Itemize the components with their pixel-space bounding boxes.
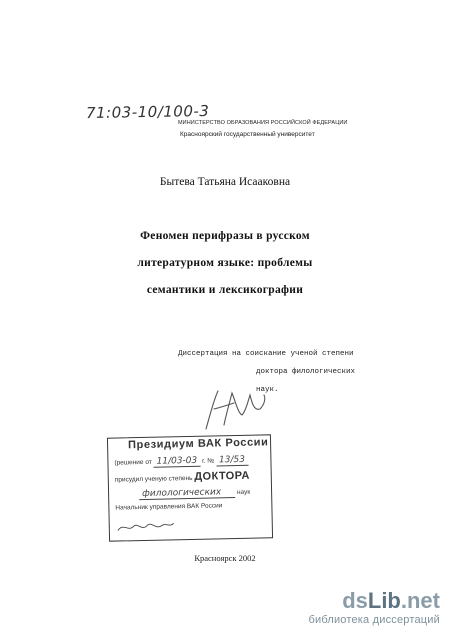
dissertation-title [0, 223, 450, 304]
ministry-name: МИНИСТЕРСТВО ОБРАЗОВАНИЯ РОССИЙСКОЙ ФЕДЕРАЦИИ [178, 120, 348, 126]
stamp-field-row [115, 487, 250, 501]
stamp-degree: ДОКТОРА [194, 469, 250, 483]
watermark-subtitle: библиотека диссертаций [308, 614, 440, 626]
stamp-decision-date: 11/03-03 [153, 456, 200, 468]
stamp-field-suffix: наук [236, 488, 251, 497]
title-line: семантики и лексикографии [146, 284, 304, 296]
vak-stamp [107, 434, 273, 541]
logo-ds: ds [342, 588, 368, 613]
stamp-signature-row [116, 519, 176, 536]
logo-net: .net [400, 588, 440, 613]
author-name: Бытева Татьяна Исааковна [159, 176, 291, 188]
city-year: Красноярск 2002 [194, 553, 256, 563]
handwritten-registry-code: 71:03-10/100-3 [85, 101, 210, 123]
handwritten-signature [200, 385, 270, 435]
dslib-watermark [308, 590, 440, 626]
stamp-head-row [115, 502, 222, 511]
stamp-field: филологических [139, 487, 235, 500]
stamp-decision-prefix: (решение от [114, 458, 152, 467]
logo-lib: Lib [367, 588, 401, 613]
stamp-head-label: Начальник управления ВАК России [115, 502, 223, 512]
dslib-logo [308, 590, 440, 612]
title-line: литературном языке: проблемы [137, 257, 313, 269]
stamp-awarded-prefix: присудил ученую степень [114, 474, 193, 484]
stamp-decision-number: 13/53 [216, 455, 248, 467]
stamp-decision-row [114, 455, 248, 469]
degree-statement-line2: доктора филологических наук. [256, 368, 356, 394]
university-name: Красноярский государственный университет [180, 131, 315, 138]
stamp-signature [116, 519, 176, 534]
degree-statement-line1: Диссертация на соискание ученой степени [178, 350, 354, 358]
stamp-title: Президиум ВАК России [127, 436, 269, 452]
title-line: Феномен перифразы в русском [140, 230, 310, 242]
stamp-number-label: г. № [201, 457, 215, 465]
stamp-awarded-row [115, 470, 250, 485]
